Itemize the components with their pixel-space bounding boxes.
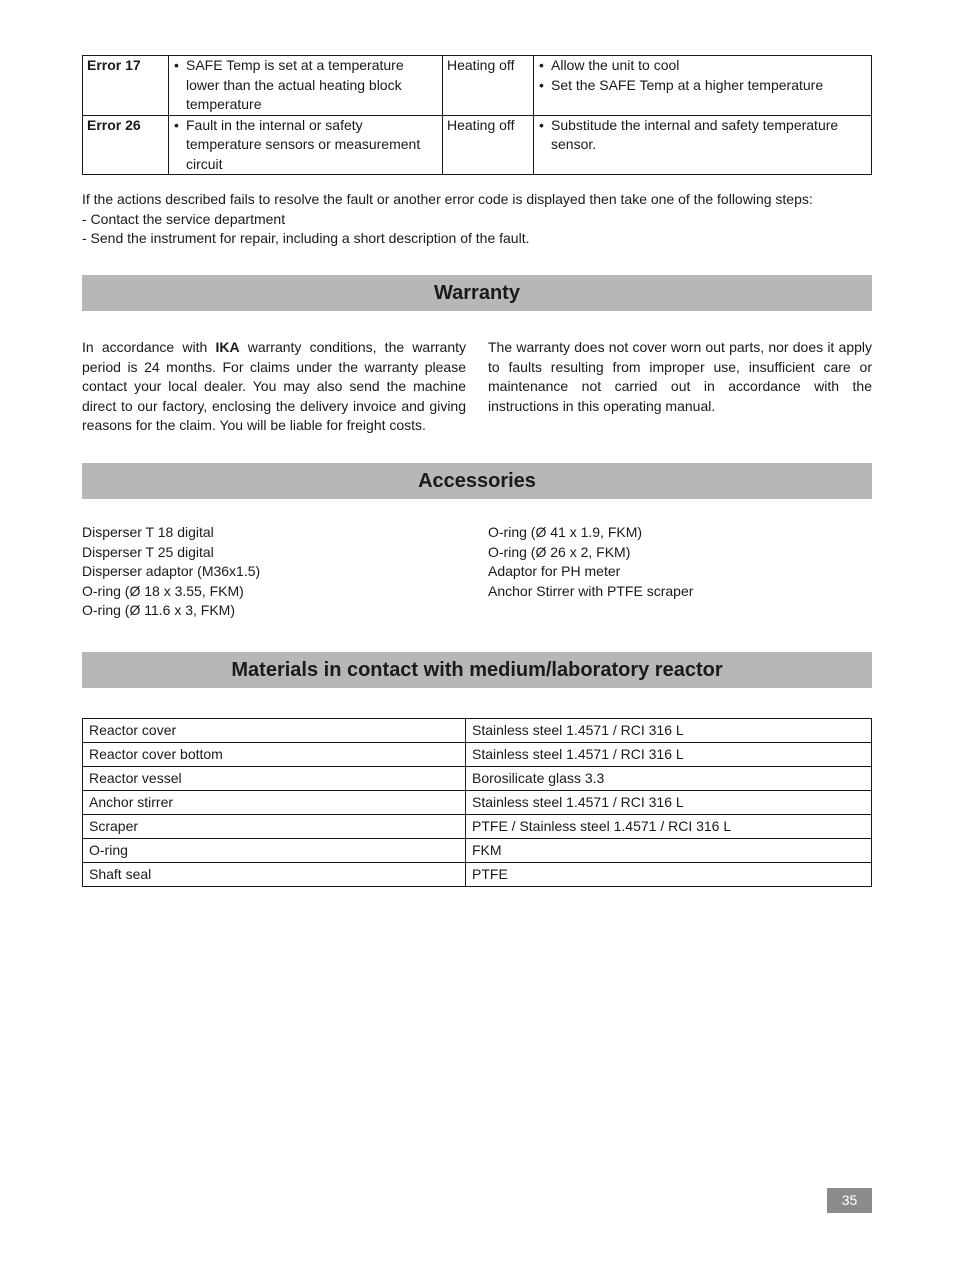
error-code: Error 17 — [83, 56, 169, 116]
error-cause-item: • SAFE Temp is set at a temperature lower than the actual heating block temperature — [173, 56, 438, 115]
accessory-item: O-ring (Ø 18 x 3.55, FKM) — [82, 582, 244, 599]
material-cell: PTFE / Stainless steel 1.4571 / RCI 316 L — [466, 815, 872, 839]
error-effect: Heating off — [443, 115, 534, 175]
material-cell: Borosilicate glass 3.3 — [466, 767, 872, 791]
accessories-right-list — [488, 523, 693, 601]
part-cell: Anchor stirrer — [83, 791, 466, 815]
fault-note — [82, 190, 872, 249]
table-row — [83, 815, 872, 839]
error-solution — [534, 115, 872, 175]
part-cell: Reactor cover bottom — [83, 743, 466, 767]
accessories-left-list — [82, 523, 260, 621]
warranty-left-text — [82, 338, 466, 436]
accessory-item: Anchor Stirrer with PTFE scraper — [488, 582, 694, 599]
table-row — [83, 743, 872, 767]
material-cell: FKM — [466, 839, 872, 863]
warranty-right-text: The warranty does not cover worn out parts, nor does it apply to faults resulting from improper use, insufficient care or maintenance not carried out in accordance with the instructions in this operating manual. — [488, 339, 872, 414]
warranty-heading: Warranty — [82, 275, 872, 311]
warranty-left-pre: In accordance with — [82, 339, 216, 355]
materials-table — [82, 718, 872, 887]
table-row — [83, 863, 872, 887]
accessory-item: Adaptor for PH meter — [488, 563, 621, 579]
fault-note-line: - Contact the service department — [82, 210, 286, 227]
error-solution — [534, 56, 872, 116]
page-number: 35 — [827, 1188, 872, 1213]
accessory-item: O-ring (Ø 11.6 x 3, FKM) — [82, 602, 235, 618]
accessory-item: O-ring (Ø 41 x 1.9, FKM) — [488, 524, 643, 540]
accessory-item: Disperser T 25 digital — [82, 543, 214, 560]
material-cell: PTFE — [466, 863, 872, 887]
part-cell: Shaft seal — [83, 863, 466, 887]
error-code: Error 26 — [83, 115, 169, 175]
error-effect: Heating off — [443, 56, 534, 116]
error-solution-item: • Substitude the internal and safety temperature sensor. — [538, 116, 867, 155]
accessory-item: Disperser adaptor (M36x1.5) — [82, 563, 261, 579]
part-cell: Reactor vessel — [83, 767, 466, 791]
fault-note-line: If the actions described fails to resolve the fault or another error code is displayed then take one of the following steps: — [82, 191, 813, 207]
fault-note-line: - Send the instrument for repair, including a short description of the fault. — [82, 230, 530, 246]
error-solution-item: • Allow the unit to cool — [538, 56, 867, 76]
part-cell: O-ring — [83, 839, 466, 863]
part-cell: Reactor cover — [83, 719, 466, 743]
error-solution-item: • Set the SAFE Temp at a higher temperature — [538, 76, 867, 96]
brand-name: IKA — [215, 339, 240, 355]
accessories-heading: Accessories — [82, 463, 872, 499]
error-cause — [169, 56, 443, 116]
material-cell: Stainless steel 1.4571 / RCI 316 L — [466, 719, 872, 743]
part-cell: Scraper — [83, 815, 466, 839]
error-row — [83, 115, 872, 175]
materials-heading: Materials in contact with medium/laboratory reactor — [82, 652, 872, 688]
error-cause — [169, 115, 443, 175]
error-row — [83, 56, 872, 116]
material-cell: Stainless steel 1.4571 / RCI 316 L — [466, 743, 872, 767]
table-row — [83, 839, 872, 863]
warranty-left-post: warranty conditions, the warranty period is 24 months. For claims under the warranty please contact your local dealer. You may also send the machine direct to our factory, enclosing the delivery invoice and giving reasons for the claim. You will be liable for freight costs. — [82, 339, 466, 433]
error-cause-item: • Fault in the internal or safety temperature sensors or measurement circuit — [173, 116, 438, 175]
table-row — [83, 719, 872, 743]
accessory-item: Disperser T 18 digital — [82, 524, 214, 540]
table-row — [83, 767, 872, 791]
table-row — [83, 791, 872, 815]
material-cell: Stainless steel 1.4571 / RCI 316 L — [466, 791, 872, 815]
accessory-item: O-ring (Ø 26 x 2, FKM) — [488, 543, 631, 560]
error-table — [82, 55, 872, 175]
